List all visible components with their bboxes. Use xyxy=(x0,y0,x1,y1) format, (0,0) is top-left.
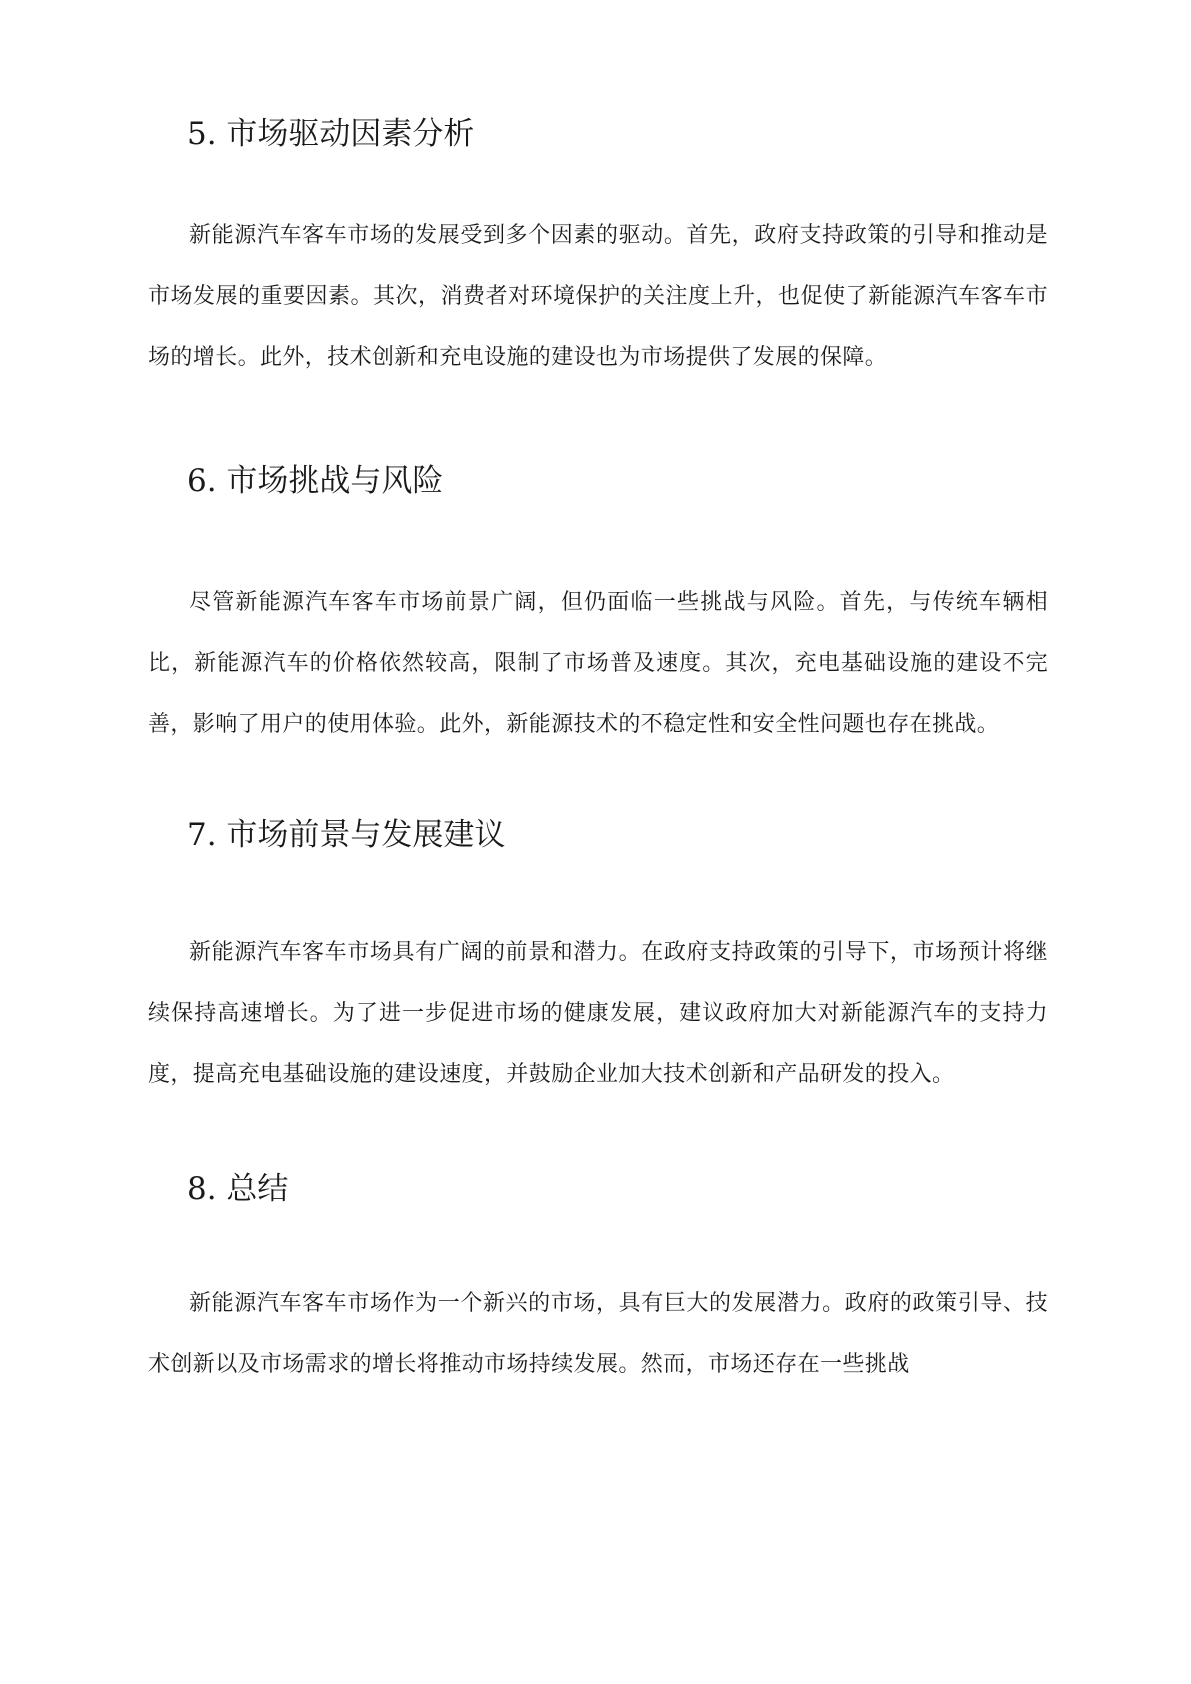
section-market-challenges xyxy=(148,461,1048,755)
section-heading: 5. 市场驱动因素分析 xyxy=(187,116,475,152)
section-heading: 6. 市场挑战与风险 xyxy=(187,463,444,499)
section-paragraph: 新能源汽车客车市场具有广阔的前景和潜力。在政府支持政策的引导下，市场预计将继续保持高速增长。为了进一步促进市场的健康发展，建议政府加大对新能源汽车的支持力度，提高充电基础设施的建设速度，并鼓励企业加大技术创新和产品研发的投入。 xyxy=(148,940,1048,1087)
section-paragraph: 新能源汽车客车市场的发展受到多个因素的驱动。首先，政府支持政策的引导和推动是市场发展的重要因素。其次，消费者对环境保护的关注度上升，也促使了新能源汽车客车市场的增长。此外，技术创新和充电设施的建设也为市场提供了发展的保障。 xyxy=(148,223,1048,370)
section-heading: 7. 市场前景与发展建议 xyxy=(187,817,506,853)
section-market-outlook xyxy=(148,815,1048,1105)
section-heading: 8. 总结 xyxy=(187,1171,289,1207)
section-summary xyxy=(148,1169,1048,1395)
section-market-drivers xyxy=(148,114,1048,388)
section-paragraph: 尽管新能源汽车客车市场前景广阔，但仍面临一些挑战与风险。首先，与传统车辆相比，新能源汽车的价格依然较高，限制了市场普及速度。其次，充电基础设施的建设不完善，影响了用户的使用体验。此外，新能源技术的不稳定性和安全性问题也存在挑战。 xyxy=(148,590,1048,737)
section-paragraph: 新能源汽车客车市场作为一个新兴的市场，具有巨大的发展潜力。政府的政策引导、技术创新以及市场需求的增长将推动市场持续发展。然而，市场还存在一些挑战 xyxy=(148,1291,1048,1377)
